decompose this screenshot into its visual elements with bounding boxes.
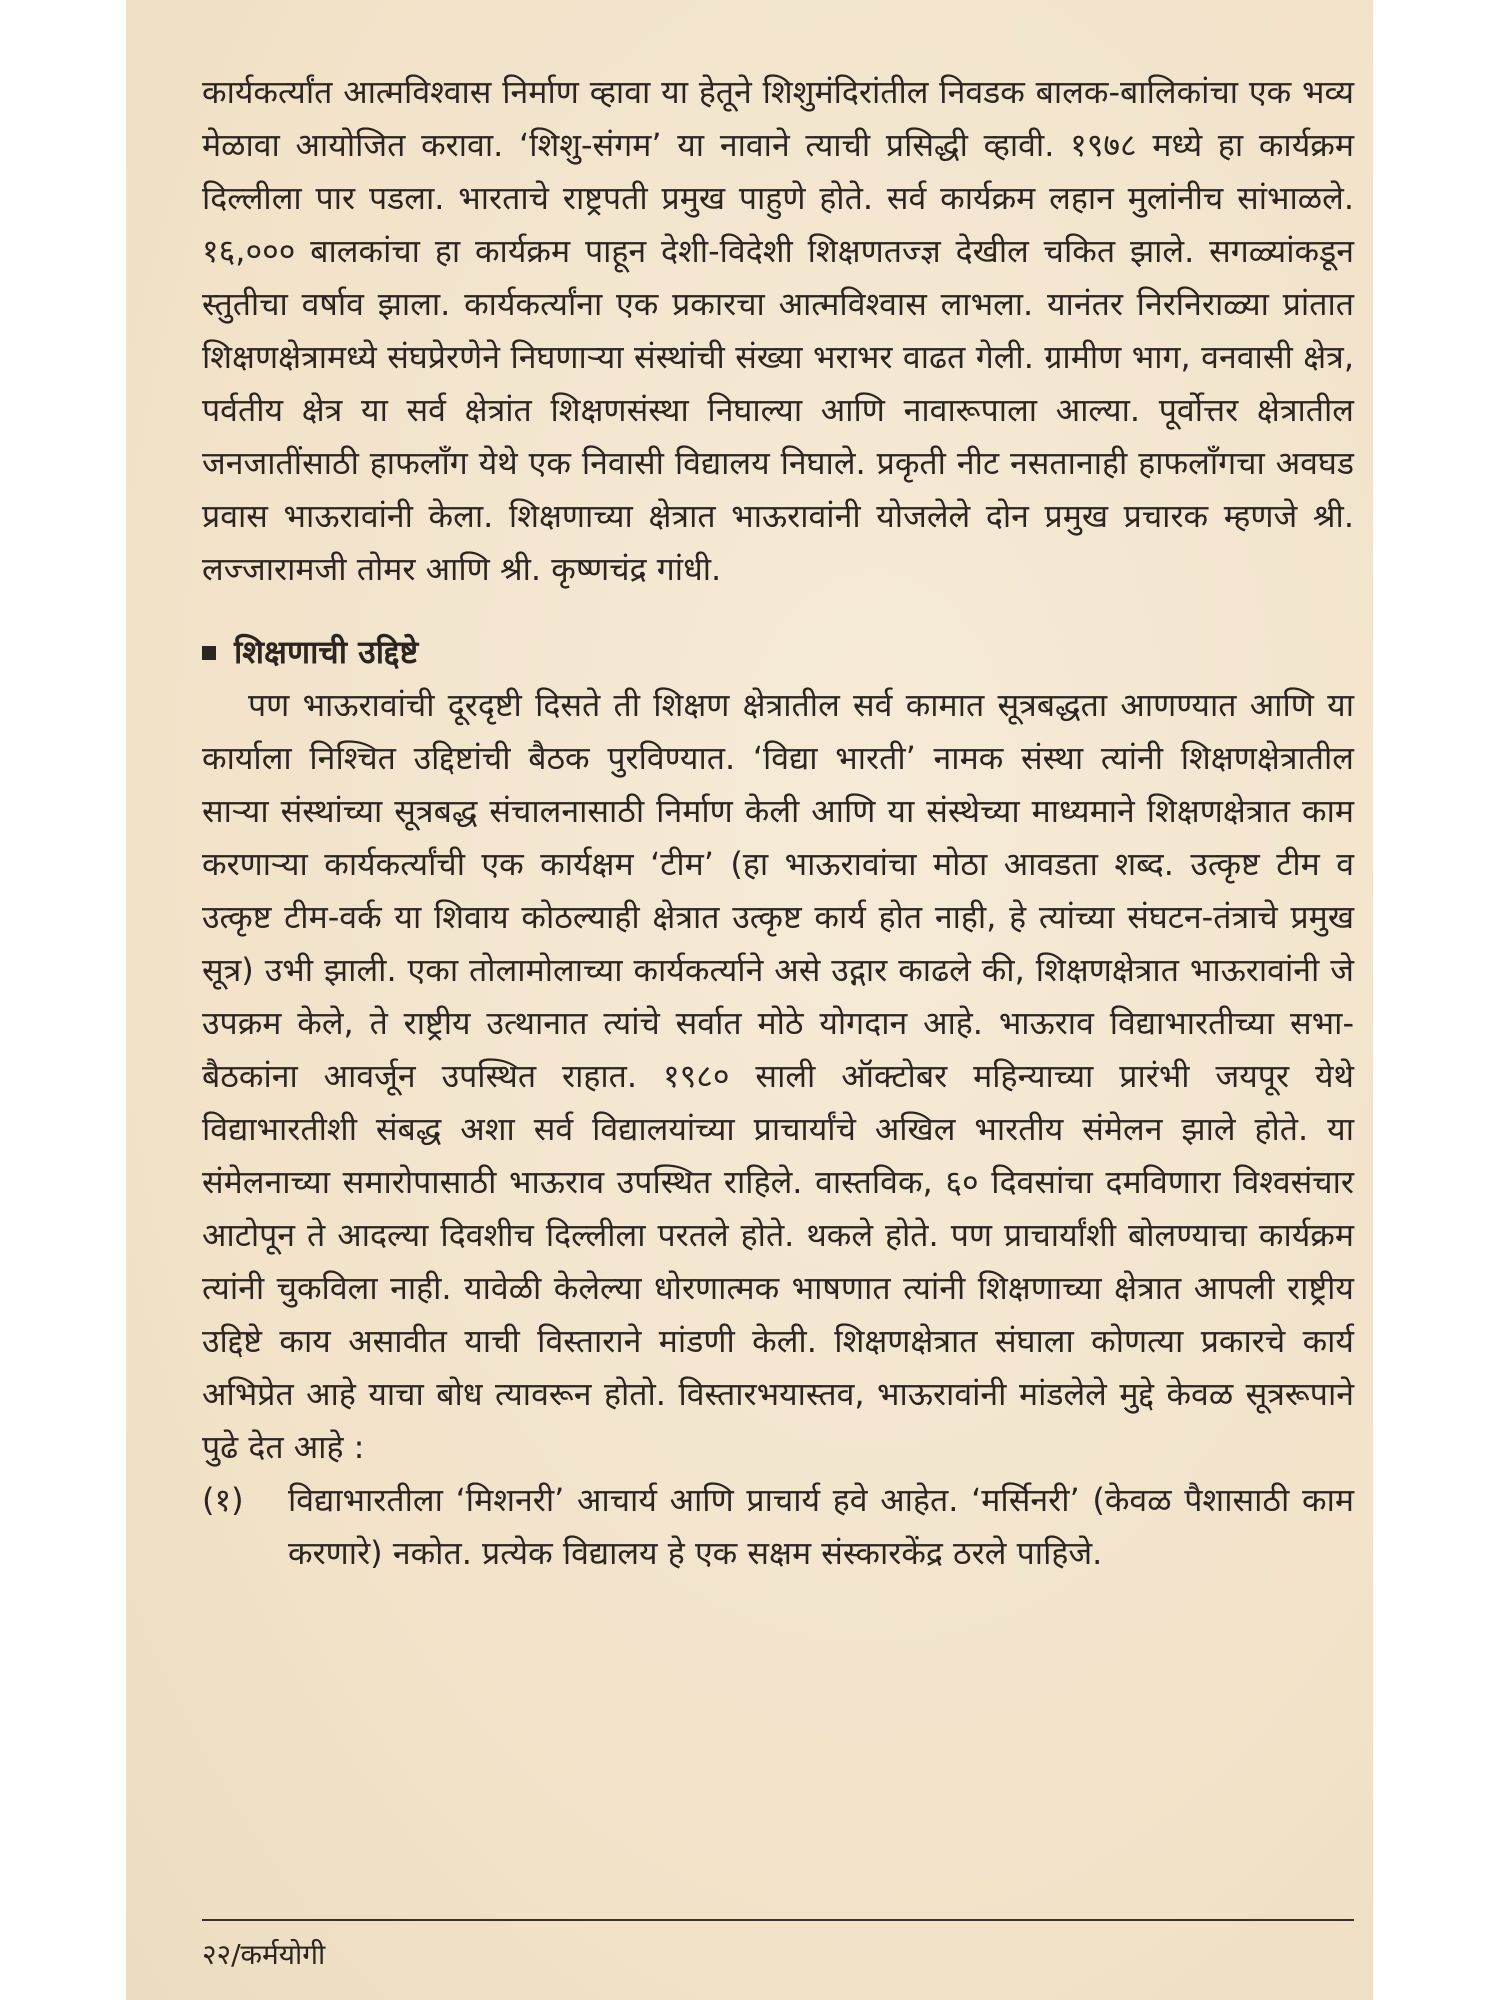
paragraph-1: कार्यकर्त्यांत आत्मविश्वास निर्माण व्हावा या हेतूने शिशुमंदिरांतील निवडक बालक-बालिकांचा एक भव्य मेळावा आयोजित करावा. ‘शिशु-संगम’ या नावाने त्याची प्रसिद्धी व्हावी. १९७८ मध्ये हा कार्यक्रम दिल्लीला पार पडला. भारताचे राष्ट्रपती प्रमुख पाहुणे होते. सर्व कार्यक्रम लहान मुलांनीच सांभाळले. १६,००० बालकांचा हा कार्यक्रम पाहून देशी-विदेशी शिक्षणतज्ज्ञ देखील चकित झाले. सगळ्यांकडून स्तुतीचा वर्षाव झाला. कार्यकर्त्यांना एक प्रकारचा आत्मविश्वास लाभला. यानंतर निरनिराळ्या प्रांतात शिक्षणक्षेत्रामध्ये संघप्रेरणेने निघणाऱ्या संस्थांची संख्या भराभर वाढत गेली. ग्रामीण भाग, वनवासी क्षेत्र, पर्वतीय क्षेत्र या सर्व क्षेत्रांत शिक्षणसंस्था निघाल्या आणि नावारूपाला आल्या. पूर्वोत्तर क्षेत्रातील जनजातींसाठी हाफलाँग येथे एक निवासी विद्यालय निघाले. प्रकृती नीट नसतानाही हाफलाँगचा अवघड प्रवास भाऊरावांनी केला. शिक्षणाच्या क्षेत्रात भाऊरावांनी योजलेले दोन प्रमुख प्रचारक म्हणजे श्री. लज्जारामजी तोमर आणि श्री. कृष्णचंद्र गांधी.: [202, 73, 1354, 588]
list-item-text: विद्याभारतीला ‘मिशनरी’ आचार्य आणि प्राचार्य हवे आहेत. ‘मर्सिनरी’ (केवळ पैशासाठी काम करणारे) नकोत. प्रत्येक विद्यालय हे एक सक्षम संस्कारकेंद्र ठरले पाहिजे.: [288, 1481, 1354, 1572]
square-bullet-icon: [202, 646, 216, 660]
page-footer: २२/कर्मयोगी: [202, 1938, 326, 1971]
footer-divider: [202, 1919, 1354, 1921]
paragraph-2: पण भाऊरावांची दूरदृष्टी दिसते ती शिक्षण क्षेत्रातील सर्व कामात सूत्रबद्धता आणण्यात आणि या कार्याला निश्चित उद्दिष्टांची बैठक पुरविण्यात. ‘विद्या भारती’ नामक संस्था त्यांनी शिक्षणक्षेत्रातील साऱ्या संस्थांच्या सूत्रबद्ध संचालनासाठी निर्माण केली आणि या संस्थेच्या माध्यमाने शिक्षणक्षेत्रात काम करणाऱ्या कार्यकर्त्यांची एक कार्यक्षम ‘टीम’ (हा भाऊरावांचा मोठा आवडता शब्द. उत्कृष्ट टीम व उत्कृष्ट टीम-वर्क या शिवाय कोठल्याही क्षेत्रात उत्कृष्ट कार्य होत नाही, हे त्यांच्या संघटन-तंत्राचे प्रमुख सूत्र) उभी झाली. एका तोलामोलाच्या कार्यकर्त्याने असे उद्गार काढले की, शिक्षणक्षेत्रात भाऊरावांनी जे उपक्रम केले, ते राष्ट्रीय उत्थानात त्यांचे सर्वात मोठे योगदान आहे. भाऊराव विद्याभारतीच्या सभा-बैठकांना आवर्जून उपस्थित राहात. १९८० साली ऑक्टोबर महिन्याच्या प्रारंभी जयपूर येथे विद्याभारतीशी संबद्ध अशा सर्व विद्यालयांच्या प्राचार्यांचे अखिल भारतीय संमेलन झाले होते. या संमेलनाच्या समारोपासाठी भाऊराव उपस्थित राहिले. वास्तविक, ६० दिवसांचा दमविणारा विश्वसंचार आटोपून ते आदल्या दिवशीच दिल्लीला परतले होते. थकले होते. पण प्राचार्यांशी बोलण्याचा कार्यक्रम त्यांनी चुकविला नाही. यावेळी केलेल्या धोरणात्मक भाषणात त्यांनी शिक्षणाच्या क्षेत्रात आपली राष्ट्रीय उद्दिष्टे काय असावीत याची विस्ताराने मांडणी केली. शिक्षणक्षेत्रात संघाला कोणत्या प्रकारचे कार्य अभिप्रेत आहे याचा बोध त्यावरून होतो. विस्तारभयास्तव, भाऊरावांनी मांडलेले मुद्दे केवळ सूत्ररूपाने पुढे देत आहे :: [202, 686, 1354, 1466]
section-heading: [202, 626, 1354, 679]
page-text: [202, 66, 1354, 1580]
section-heading-text: शिक्षणाची उद्दिष्टे: [234, 633, 419, 671]
list-item: [202, 1474, 1354, 1580]
list-item-number: (१): [202, 1481, 244, 1519]
book-page: [126, 0, 1373, 2000]
